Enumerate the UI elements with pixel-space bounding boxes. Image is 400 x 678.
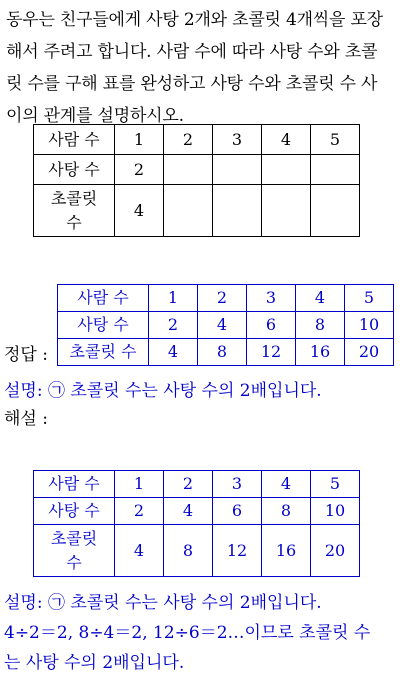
value-cell bbox=[262, 155, 311, 185]
value-cell: 8 bbox=[164, 525, 213, 577]
header-cell bbox=[34, 185, 115, 237]
table-row bbox=[58, 312, 394, 339]
value-cell bbox=[311, 155, 360, 185]
value-cell: 6 bbox=[213, 498, 262, 525]
table-row bbox=[34, 125, 360, 155]
header-cell: 사람 수 bbox=[58, 285, 149, 312]
table-row bbox=[34, 471, 360, 498]
solution-table bbox=[33, 470, 360, 577]
value-cell: 10 bbox=[345, 312, 394, 339]
value-cell: 1 bbox=[115, 471, 164, 498]
value-cell: 1 bbox=[115, 125, 164, 155]
header-line: 초콜릿 bbox=[50, 528, 98, 548]
value-cell: 16 bbox=[262, 525, 311, 577]
table-row bbox=[34, 185, 360, 237]
value-cell: 3 bbox=[247, 285, 296, 312]
value-cell: 4 bbox=[164, 498, 213, 525]
value-cell: 6 bbox=[247, 312, 296, 339]
header-cell: 사탕 수 bbox=[34, 155, 115, 185]
problem-line: 릿 수를 구해 표를 완성하고 사탕 수와 초콜릿 수 사 bbox=[6, 74, 378, 94]
answer-table bbox=[57, 284, 394, 366]
value-cell: 8 bbox=[198, 339, 247, 366]
value-cell: 8 bbox=[296, 312, 345, 339]
header-line: 수 bbox=[66, 212, 82, 232]
value-cell: 12 bbox=[247, 339, 296, 366]
value-cell: 2 bbox=[198, 285, 247, 312]
table-row bbox=[34, 498, 360, 525]
value-cell: 12 bbox=[213, 525, 262, 577]
value-cell: 4 bbox=[115, 525, 164, 577]
value-cell: 20 bbox=[311, 525, 360, 577]
value-cell bbox=[164, 185, 213, 237]
value-cell: 2 bbox=[115, 498, 164, 525]
problem-line: 이의 관계를 설명하시오. bbox=[6, 106, 184, 126]
value-cell bbox=[164, 155, 213, 185]
problem-table bbox=[33, 124, 360, 237]
explanation-line: 설명: ㉠ 초콜릿 수는 사탕 수의 2배입니다. bbox=[4, 593, 322, 613]
explanation-line: 4÷2＝2, 8÷4＝2, 12÷6＝2…이므로 초콜릿 수 bbox=[4, 623, 371, 643]
value-cell: 2 bbox=[164, 125, 213, 155]
value-cell: 2 bbox=[164, 471, 213, 498]
value-cell: 2 bbox=[149, 312, 198, 339]
value-cell: 4 bbox=[149, 339, 198, 366]
value-cell bbox=[311, 185, 360, 237]
value-cell: 5 bbox=[311, 471, 360, 498]
value-cell: 8 bbox=[262, 498, 311, 525]
problem-text bbox=[6, 4, 396, 132]
value-cell bbox=[213, 155, 262, 185]
answer-label: 정답 : bbox=[4, 345, 48, 365]
value-cell: 10 bbox=[311, 498, 360, 525]
value-cell: 16 bbox=[296, 339, 345, 366]
value-cell: 5 bbox=[345, 285, 394, 312]
explanation-line: 는 사탕 수의 2배입니다. bbox=[4, 653, 185, 673]
value-cell: 4 bbox=[262, 125, 311, 155]
solution-label: 해설 : bbox=[4, 409, 48, 429]
header-cell: 사람 수 bbox=[34, 125, 115, 155]
answer-explanation: 설명: ㉠ 초콜릿 수는 사탕 수의 2배입니다. bbox=[4, 381, 322, 401]
value-cell: 4 bbox=[115, 185, 164, 237]
header-cell: 사람 수 bbox=[34, 471, 115, 498]
value-cell bbox=[262, 185, 311, 237]
value-cell: 1 bbox=[149, 285, 198, 312]
value-cell: 4 bbox=[198, 312, 247, 339]
header-cell: 초콜릿 수 bbox=[58, 339, 149, 366]
value-cell: 4 bbox=[296, 285, 345, 312]
header-cell: 사탕 수 bbox=[34, 498, 115, 525]
table-row bbox=[58, 339, 394, 366]
value-cell: 20 bbox=[345, 339, 394, 366]
problem-line: 해서 주려고 합니다. 사람 수에 따라 사탕 수와 초콜 bbox=[6, 42, 378, 62]
table-row bbox=[58, 285, 394, 312]
value-cell: 4 bbox=[262, 471, 311, 498]
header-cell: 사탕 수 bbox=[58, 312, 149, 339]
header-line: 초콜릿 bbox=[50, 188, 98, 208]
value-cell: 3 bbox=[213, 471, 262, 498]
table-row bbox=[34, 155, 360, 185]
value-cell: 2 bbox=[115, 155, 164, 185]
value-cell bbox=[213, 185, 262, 237]
table-row bbox=[34, 525, 360, 577]
value-cell: 5 bbox=[311, 125, 360, 155]
header-cell bbox=[34, 525, 115, 577]
value-cell: 3 bbox=[213, 125, 262, 155]
header-line: 수 bbox=[66, 552, 82, 572]
problem-line: 동우는 친구들에게 사탕 2개와 초콜릿 4개씩을 포장 bbox=[6, 10, 383, 30]
solution-explanation bbox=[4, 588, 396, 678]
